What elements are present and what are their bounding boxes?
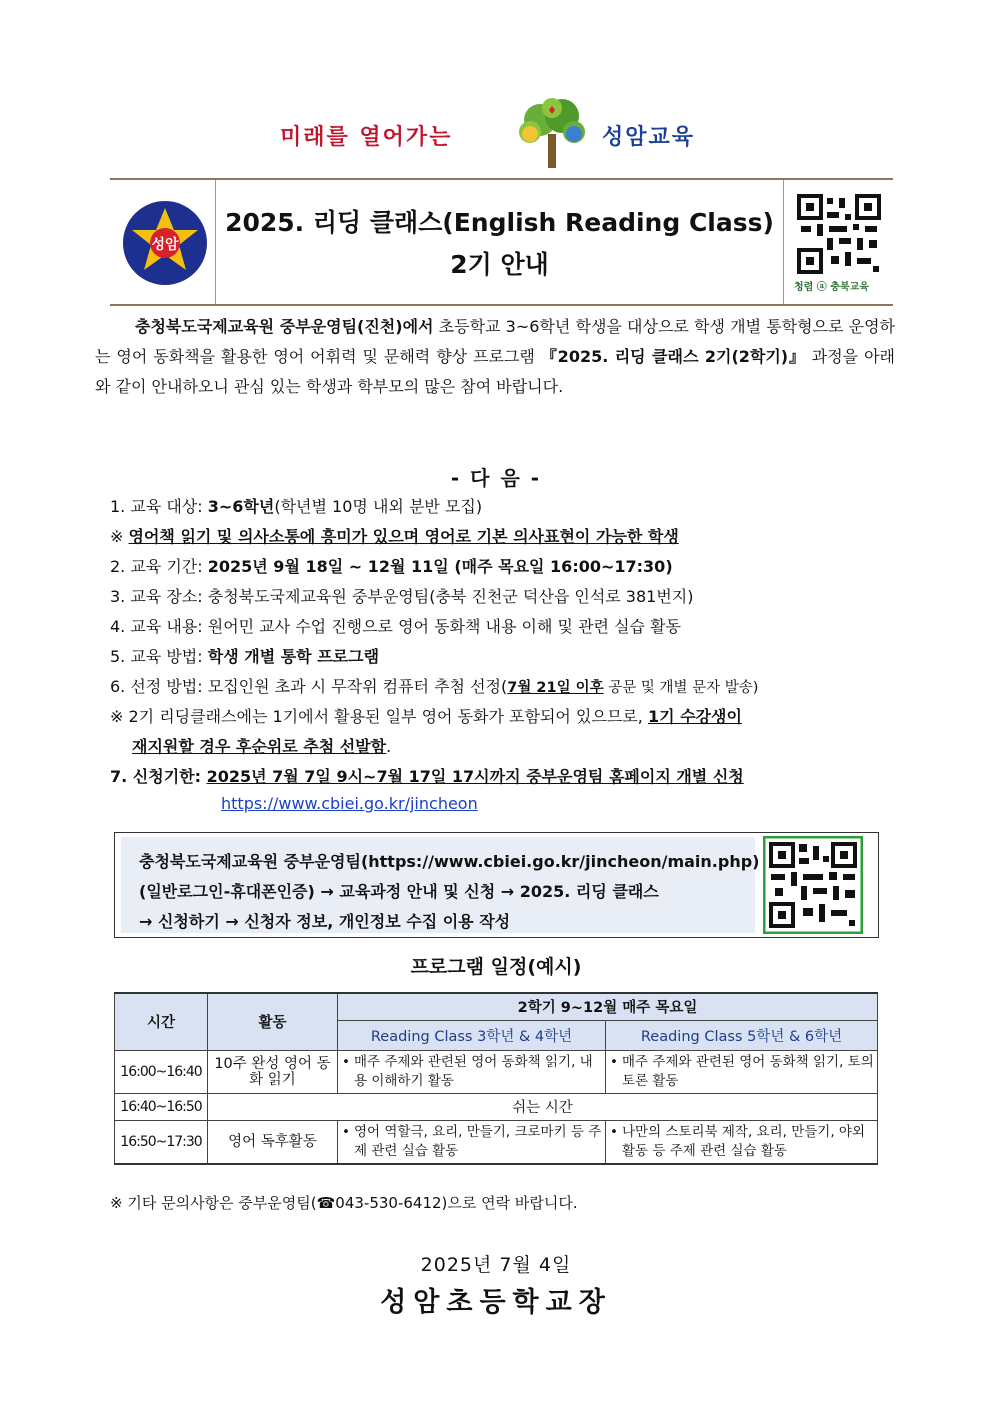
item-value: 3~6학년 bbox=[207, 497, 275, 516]
item-location: 3. 교육 장소: 충청북도국제교육원 중부운영팀(충북 진천군 덕산읍 인석로 381번지) bbox=[110, 587, 694, 606]
item-value: 학생 개별 통학 프로그램 bbox=[207, 647, 380, 666]
intro-org: 충청북도국제교육원 중부운영팀(진천)에서 bbox=[135, 317, 434, 336]
item-detail: 공문 및 개별 문자 발송) bbox=[603, 680, 759, 696]
intro-program: 『2025. 리딩 클래스 2기(2학기)』 bbox=[540, 347, 806, 366]
note-priority-cont: 재지원할 경우 후순위로 추첨 선발함. bbox=[132, 737, 392, 756]
note-priority bbox=[110, 704, 742, 727]
item-date: 7월 21일 이후 bbox=[507, 680, 604, 696]
document-header bbox=[110, 178, 893, 306]
item-target bbox=[110, 494, 482, 517]
table-row bbox=[115, 1120, 878, 1164]
note-text: 영어책 읽기 및 의사소통에 흥미가 있으며 영어로 기본 의사표현이 가능한 학생 bbox=[128, 527, 679, 546]
row-time: 16:50~17:30 bbox=[115, 1120, 208, 1164]
apply-line-2: (일반로그인-휴대폰인증) → 교육과정 안내 및 신청 → 2025. 리딩 클래스 bbox=[139, 882, 659, 901]
item-value: 2025년 9월 18일 ~ 12월 11일 (매주 목요일 16:00~17:30) bbox=[207, 557, 673, 576]
intro-text-2: 과정을 아래와 같이 안내하오니 관심 있는 학생과 학부모의 많은 참여 바랍니다. bbox=[95, 347, 895, 396]
document-title bbox=[216, 202, 783, 286]
schedule-title: 프로그램 일정(예시) bbox=[410, 956, 582, 978]
item-content: 4. 교육 내용: 원어민 교사 수업 진행으로 영어 동화책 내용 이해 및 관련 실습 활동 bbox=[110, 617, 681, 636]
header-class-1: Reading Class 3학년 & 4학년 bbox=[338, 1020, 606, 1050]
slogan-banner bbox=[270, 98, 730, 168]
issue-date: 2025년 7월 4일 bbox=[420, 1254, 572, 1276]
qr-caption: 청렴 ⓐ 충북교육 bbox=[794, 282, 869, 293]
title-line-1: 2025. 리딩 클래스(English Reading Class) bbox=[225, 208, 774, 237]
row-time: 16:40~16:50 bbox=[115, 1093, 208, 1120]
item-link-row bbox=[221, 794, 478, 813]
apply-line-1: 충청북도국제교육원 중부운영팀(https://www.cbiei.go.kr/jincheon/main.php) bbox=[139, 852, 760, 871]
slogan-left-text: 미래를 열어가는 bbox=[280, 125, 453, 150]
item-label: 2. 교육 기간: bbox=[110, 557, 208, 576]
schedule-table bbox=[114, 992, 878, 1165]
item-label: 7. 신청기한: bbox=[110, 767, 207, 786]
note-text: ※ 2기 리딩클래스에는 1기에서 활용된 일부 영어 동화가 포함되어 있으므로, bbox=[110, 707, 648, 726]
school-logo-cell bbox=[110, 180, 216, 304]
row-class-1: • 매주 주제와 관련된 영어 동화책 읽기, 내용 이해하기 활동 bbox=[338, 1050, 606, 1093]
item-method bbox=[110, 644, 379, 667]
table-row bbox=[115, 1093, 878, 1120]
note-emphasis-2: 재지원할 경우 후순위로 추첨 선발함 bbox=[132, 737, 387, 756]
apply-line-3: → 신청하기 → 신청자 정보, 개인정보 수집 이용 작성 bbox=[139, 912, 511, 931]
row-activity: 영어 독후활동 bbox=[208, 1120, 338, 1164]
slogan-right-text: 성암교육 bbox=[602, 125, 696, 150]
header-semester: 2학기 9~12월 매주 목요일 bbox=[338, 993, 878, 1020]
apply-instructions-bg bbox=[121, 837, 760, 933]
row-break: 쉬는 시간 bbox=[208, 1093, 878, 1120]
header-class-2: Reading Class 5학년 & 6학년 bbox=[606, 1020, 878, 1050]
item-label: 6. 선정 방법: 모집인원 초과 시 무작위 컴퓨터 추첨 선정( bbox=[110, 677, 508, 696]
item-value: 2025년 7월 7일 9시~7월 17일 17시까지 중부운영팀 홈페이지 개별 신청 bbox=[206, 767, 744, 786]
intro-text-1: 초등학교 3~6학년 학생을 대상으로 학생 개별 통학형으로 운영하는 영어 동화책을 활용한 영어 어휘력 및 문해력 향상 프로그램 bbox=[95, 317, 896, 366]
item-label: 1. 교육 대상: bbox=[110, 497, 208, 516]
signature: 성암초등학교장 bbox=[380, 1287, 612, 1318]
note-emphasis-1: 1기 수강생이 bbox=[647, 707, 742, 726]
header-activity: 활동 bbox=[208, 993, 338, 1050]
section-heading: - 다 음 - bbox=[450, 466, 542, 490]
apply-instructions-box bbox=[114, 832, 879, 938]
row-activity: 10주 완성 영어 동화 읽기 bbox=[208, 1050, 338, 1093]
application-qr-code-icon[interactable] bbox=[763, 836, 863, 934]
item-detail: (학년별 10명 내외 분반 모집) bbox=[274, 497, 483, 516]
title-line-2: 2기 안내 bbox=[450, 250, 549, 279]
row-class-2: • 매주 주제와 관련된 영어 동화책 읽기, 토의토론 활동 bbox=[606, 1050, 878, 1093]
contact-note: ※ 기타 문의사항은 중부운영팀(☎043-530-6412)으로 연락 바랍니다. bbox=[110, 1194, 578, 1212]
homepage-link[interactable]: https://www.cbiei.go.kr/jincheon bbox=[221, 794, 478, 813]
note-eligibility bbox=[110, 524, 679, 547]
intro-paragraph bbox=[95, 312, 895, 402]
tree-icon bbox=[502, 98, 602, 168]
item-deadline bbox=[110, 764, 744, 787]
row-time: 16:00~16:40 bbox=[115, 1050, 208, 1093]
header-time: 시간 bbox=[115, 993, 208, 1050]
row-class-1: • 영어 역할극, 요리, 만들기, 크로마키 등 주제 관련 실습 활동 bbox=[338, 1120, 606, 1164]
school-emblem-text: 성암 bbox=[151, 237, 179, 253]
qr-cell bbox=[783, 180, 893, 304]
item-label: 5. 교육 방법: bbox=[110, 647, 208, 666]
table-row bbox=[115, 1050, 878, 1093]
row-class-2: • 나만의 스토리북 제작, 요리, 만들기, 야외활동 등 주제 관련 실습 활동 bbox=[606, 1120, 878, 1164]
item-selection bbox=[110, 674, 758, 697]
qr-code-icon[interactable] bbox=[797, 194, 881, 274]
note-mark: ※ bbox=[110, 527, 129, 546]
item-period bbox=[110, 554, 673, 577]
school-emblem-icon bbox=[122, 200, 208, 286]
